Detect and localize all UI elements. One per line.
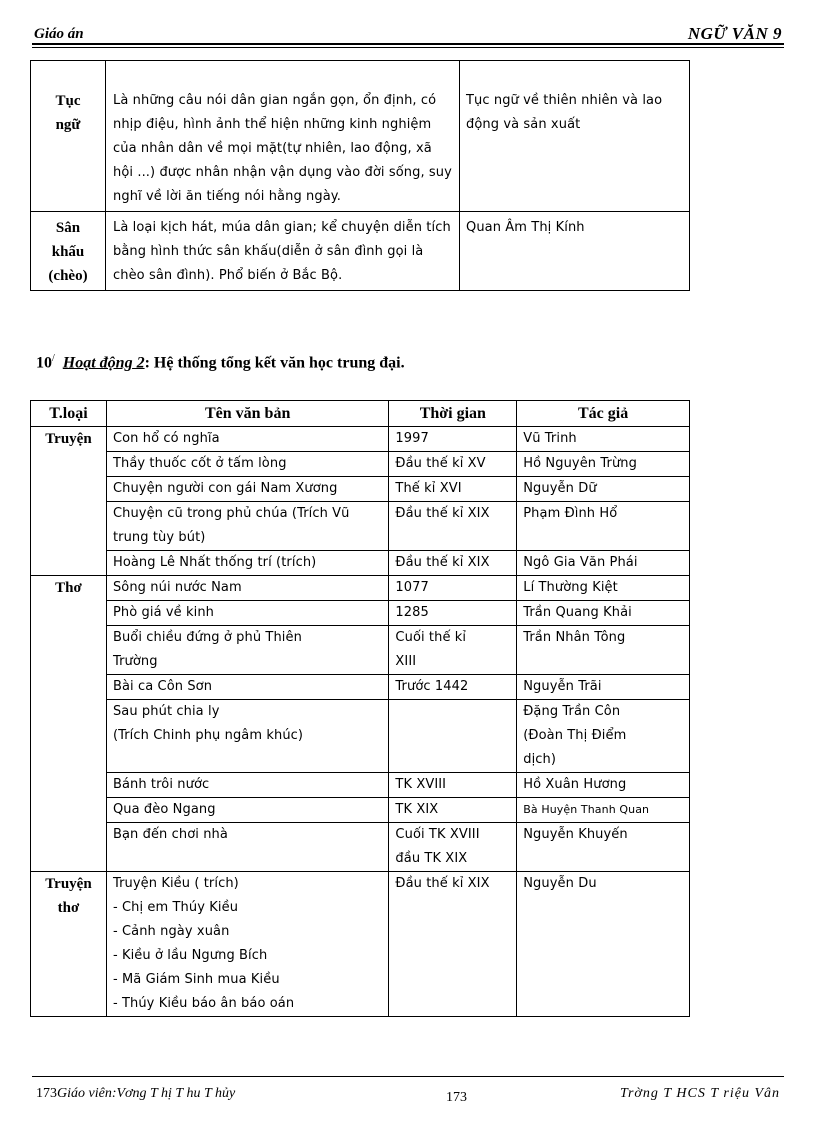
- time-cell: [389, 675, 517, 700]
- work-title-cell: [106, 551, 388, 576]
- work-title: Phò giá về kinh: [112, 605, 215, 620]
- author-cell: [517, 452, 690, 477]
- time-period: Đầu thế kỉ XIX: [395, 506, 490, 521]
- author-cell: [517, 477, 690, 502]
- author-cell: [517, 502, 690, 551]
- work-title-cell: [106, 626, 388, 675]
- definition-cell: Là loại kịch hát, múa dân gian; kể chuyện diễn tích bằng hình thức sân khấu(diễn ở sân đình gọi là chèo sân đình). Phổ biến ở Bắc Bộ.: [106, 212, 460, 291]
- author-name: Nguyễn Dữ: [523, 481, 597, 496]
- genre-cell: [31, 427, 107, 576]
- header-rule-thin: [32, 47, 784, 48]
- time-cell: [389, 798, 517, 823]
- table-row: [31, 452, 690, 477]
- time-period: XIII: [395, 654, 417, 669]
- table-row: [31, 626, 690, 675]
- work-title: Bánh trôi nước: [112, 777, 210, 792]
- work-title-cell: [106, 576, 388, 601]
- genre-name: Sân: [55, 220, 81, 236]
- table-row: [31, 700, 690, 773]
- author-cell: [517, 675, 690, 700]
- table-row: [31, 823, 690, 872]
- page-header: [32, 22, 784, 48]
- activity-description: : Hệ thống tổng kết văn học trung đại.: [144, 354, 405, 372]
- work-title: trung tùy bút): [112, 530, 206, 545]
- time-cell: [389, 626, 517, 675]
- author-name: Nguyễn Khuyến: [523, 827, 628, 842]
- author-name: Nguyễn Du: [523, 876, 597, 891]
- author-name: (Đoàn Thị Điểm: [523, 728, 627, 743]
- time-cell: [389, 872, 517, 1017]
- work-title: Con hổ có nghĩa: [112, 431, 220, 446]
- example-cell: Tục ngữ về thiên nhiên và lao động và sản xuất: [460, 61, 690, 212]
- time-period: TK XIX: [395, 802, 439, 817]
- author-name: Đặng Trần Côn: [523, 704, 621, 719]
- work-title-cell: [106, 502, 388, 551]
- time-period: Đầu thế kỉ XV: [395, 456, 486, 471]
- author-cell: [517, 773, 690, 798]
- time-cell: [389, 477, 517, 502]
- work-title-cell: [106, 675, 388, 700]
- work-title: - Cảnh ngày xuân: [112, 924, 230, 939]
- definition-cell: Là những câu nói dân gian ngắn gọn, ổn định, có nhịp điệu, hình ảnh thể hiện những kinh nghiệm của nhân dân về mọi mặt(tự nhiên, lao động, xã hội ...) được nhân nhận vận dụng vào đời sống, suy nghĩ về lời ăn tiếng nói hằng ngày.: [106, 61, 460, 212]
- time-cell: [389, 576, 517, 601]
- author-cell: [517, 576, 690, 601]
- genre-name: ngữ: [55, 117, 81, 133]
- time-period: Đầu thế kỉ XIX: [395, 876, 490, 891]
- time-period: 1077: [395, 580, 429, 595]
- page-footer: [32, 1076, 784, 1116]
- work-title: - Kiều ở lầu Ngưng Bích: [112, 948, 268, 963]
- author-name: Bà Huyện Thanh Quan: [523, 803, 650, 816]
- table-row: [31, 551, 690, 576]
- work-title: Sau phút chia ly: [112, 704, 220, 719]
- work-title: Bài ca Côn Sơn: [112, 679, 213, 694]
- genre-name: Tục: [55, 93, 81, 109]
- author-cell: [517, 427, 690, 452]
- author-cell: [517, 626, 690, 675]
- genre-row: [31, 61, 690, 212]
- time-cell: [389, 502, 517, 551]
- work-title: (Trích Chinh phụ ngâm khúc): [112, 728, 304, 743]
- genre-cell: [31, 61, 106, 212]
- work-title-cell: [106, 477, 388, 502]
- activity-minutes: 10: [36, 354, 52, 372]
- activity-minutes-unit: /: [52, 353, 55, 364]
- time-cell: [389, 700, 517, 773]
- footer-page-number: 173: [446, 1090, 467, 1105]
- footer-rule: [32, 1076, 784, 1077]
- work-title: Sông núi nước Nam: [112, 580, 242, 595]
- author-name: Hồ Xuân Hương: [523, 777, 627, 792]
- time-cell: [389, 601, 517, 626]
- table-row: [31, 773, 690, 798]
- work-title: Chuyện người con gái Nam Xương: [112, 481, 338, 496]
- col-header-genre: T.loại: [31, 401, 107, 427]
- table-row: [31, 502, 690, 551]
- table-row: [31, 798, 690, 823]
- time-cell: [389, 773, 517, 798]
- author-name: Phạm Đình Hổ: [523, 506, 618, 521]
- time-cell: [389, 452, 517, 477]
- work-title: Chuyện cũ trong phủ chúa (Trích Vũ: [112, 506, 350, 521]
- author-name: Trần Quang Khải: [523, 605, 632, 620]
- footer-page-prefix: 173: [36, 1086, 57, 1101]
- time-period: 1997: [395, 431, 429, 446]
- genre-name: Truyện: [45, 876, 92, 892]
- author-name: Hồ Nguyên Trừng: [523, 456, 637, 471]
- table-row: [31, 872, 690, 1017]
- header-left-text: Giáo án: [34, 26, 84, 42]
- table-row: [31, 601, 690, 626]
- table-row: [31, 675, 690, 700]
- work-title: Hoàng Lê Nhất thống trí (trích): [112, 555, 317, 570]
- time-cell: [389, 427, 517, 452]
- author-cell: [517, 823, 690, 872]
- work-title-cell: [106, 823, 388, 872]
- header-rule-thick: [32, 43, 784, 45]
- work-title: Qua đèo Ngang: [112, 802, 216, 817]
- work-title-cell: [106, 601, 388, 626]
- work-title-cell: [106, 872, 388, 1017]
- genre-row: [31, 212, 690, 291]
- work-title-cell: [106, 798, 388, 823]
- time-period: Trước 1442: [395, 679, 469, 694]
- folk-genre-table: [30, 60, 690, 291]
- genre-name: (chèo): [48, 268, 88, 284]
- author-name: Vũ Trinh: [523, 431, 577, 446]
- table-header-row: [31, 401, 690, 427]
- work-title: Truyện Kiều ( trích): [112, 876, 239, 891]
- work-title: - Thúy Kiều báo ân báo oán: [112, 996, 295, 1011]
- activity-heading: [36, 353, 405, 372]
- work-title: Thầy thuốc cốt ở tấm lòng: [112, 456, 287, 471]
- time-period: TK XVIII: [395, 777, 447, 792]
- work-title: Bạn đến chơi nhà: [112, 827, 228, 842]
- footer-teacher-name: Giáo viên:Vơng T hị T hu T hủy: [57, 1086, 236, 1101]
- activity-number: 2: [132, 354, 145, 372]
- col-header-time: Thời gian: [389, 401, 517, 427]
- time-period: Đầu thế kỉ XIX: [395, 555, 490, 570]
- author-name: Trần Nhân Tông: [523, 630, 626, 645]
- author-name: Ngô Gia Văn Phái: [523, 555, 638, 570]
- genre-cell: [31, 872, 107, 1017]
- medieval-literature-table: [30, 400, 690, 1017]
- time-period: Thế kỉ XVI: [395, 481, 462, 496]
- work-title-cell: [106, 700, 388, 773]
- time-period: Cuối thế kỉ: [395, 630, 467, 645]
- author-cell: [517, 798, 690, 823]
- genre-name: thơ: [57, 900, 80, 916]
- work-title-cell: [106, 773, 388, 798]
- genre-name: Thơ: [55, 580, 82, 596]
- header-right-title: NGỮ VĂN 9: [687, 24, 782, 43]
- author-cell: [517, 700, 690, 773]
- example-cell: Quan Âm Thị Kính: [460, 212, 690, 291]
- author-name: Nguyễn Trãi: [523, 679, 602, 694]
- genre-cell: [31, 576, 107, 872]
- author-name: dịch): [523, 752, 557, 767]
- time-period: đầu TK XIX: [395, 851, 468, 866]
- author-cell: [517, 872, 690, 1017]
- time-cell: [389, 551, 517, 576]
- work-title: Buổi chiều đứng ở phủ Thiên: [112, 630, 302, 645]
- work-title: Trường: [112, 654, 158, 669]
- time-period: Cuối TK XVIII: [395, 827, 480, 842]
- table-row: [31, 576, 690, 601]
- genre-cell: [31, 212, 106, 291]
- col-header-author: Tác giả: [517, 401, 690, 427]
- genre-name: Truyện: [45, 431, 92, 447]
- time-period: 1285: [395, 605, 429, 620]
- author-cell: [517, 551, 690, 576]
- footer-teacher: [36, 1086, 235, 1102]
- activity-name: Hoạt động: [62, 354, 133, 372]
- footer-school: Trờng T HCS T riệu Vân: [619, 1086, 780, 1101]
- work-title: - Chị em Thúy Kiều: [112, 900, 239, 915]
- genre-name: khấu: [51, 244, 85, 260]
- author-name: Lí Thường Kiệt: [523, 580, 618, 595]
- table-row: [31, 427, 690, 452]
- col-header-title: Tên văn bản: [106, 401, 388, 427]
- table-row: [31, 477, 690, 502]
- time-cell: [389, 823, 517, 872]
- author-cell: [517, 601, 690, 626]
- work-title-cell: [106, 452, 388, 477]
- work-title: - Mã Giám Sinh mua Kiều: [112, 972, 280, 987]
- work-title-cell: [106, 427, 388, 452]
